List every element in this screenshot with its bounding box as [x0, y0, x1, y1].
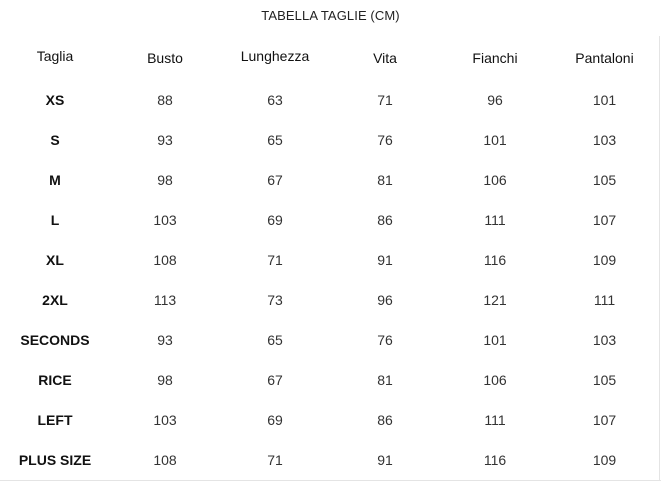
- lunghezza-cell: 69: [267, 212, 283, 228]
- table-row: [0, 320, 659, 360]
- fianchi-cell: 121: [483, 292, 507, 308]
- vita-cell: 86: [377, 212, 393, 228]
- pantaloni-cell: 109: [592, 452, 617, 468]
- fianchi-cell: 111: [484, 212, 506, 228]
- size-label: M: [49, 172, 61, 188]
- table-header-row: [0, 36, 659, 80]
- size-label: 2XL: [42, 292, 68, 308]
- pantaloni-cell: 109: [592, 252, 617, 268]
- lunghezza-cell: 71: [267, 452, 283, 468]
- column-header-busto: Busto: [147, 50, 183, 66]
- pantaloni-cell: 111: [593, 292, 616, 308]
- pantaloni-cell: 107: [592, 212, 617, 228]
- size-label: XS: [45, 92, 65, 108]
- lunghezza-cell: 71: [267, 252, 283, 268]
- busto-cell: 88: [157, 92, 173, 108]
- lunghezza-cell: 69: [267, 412, 283, 428]
- column-header-lunghezza: Lunghezza: [240, 48, 310, 64]
- size-label: SECONDS: [20, 332, 90, 348]
- lunghezza-cell: 67: [267, 172, 283, 188]
- lunghezza-cell: 73: [267, 292, 283, 308]
- vita-cell: 71: [377, 92, 393, 108]
- table-right-border: [659, 36, 660, 480]
- fianchi-cell: 101: [483, 132, 507, 148]
- size-chart-table: [0, 36, 659, 480]
- column-header-fianchi: Fianchi: [472, 50, 518, 66]
- fianchi-cell: 116: [483, 252, 507, 268]
- fianchi-cell: 116: [483, 452, 507, 468]
- table-row: [0, 200, 659, 240]
- table-row: [0, 80, 659, 120]
- fianchi-cell: 106: [483, 172, 507, 188]
- busto-cell: 108: [153, 452, 177, 468]
- busto-cell: 93: [157, 332, 173, 348]
- pantaloni-cell: 105: [592, 372, 617, 388]
- vita-cell: 81: [377, 372, 393, 388]
- size-label: L: [50, 212, 60, 228]
- table-row: [0, 440, 659, 480]
- column-header-taglia: Taglia: [36, 48, 74, 64]
- size-label: RICE: [38, 372, 72, 388]
- lunghezza-cell: 65: [267, 332, 283, 348]
- busto-cell: 93: [157, 132, 173, 148]
- pantaloni-cell: 101: [592, 92, 617, 108]
- table-row: [0, 240, 659, 280]
- size-label: LEFT: [37, 412, 73, 428]
- vita-cell: 81: [377, 172, 393, 188]
- size-label: XL: [46, 252, 64, 268]
- table-row: [0, 160, 659, 200]
- fianchi-cell: 111: [484, 412, 506, 428]
- lunghezza-cell: 67: [267, 372, 283, 388]
- vita-cell: 91: [377, 452, 393, 468]
- busto-cell: 113: [153, 292, 177, 308]
- busto-cell: 108: [153, 252, 177, 268]
- vita-cell: 96: [377, 292, 393, 308]
- column-header-vita: Vita: [373, 50, 397, 66]
- busto-cell: 103: [153, 212, 177, 228]
- table-row: [0, 120, 659, 160]
- fianchi-cell: 101: [483, 332, 507, 348]
- pantaloni-cell: 105: [592, 172, 617, 188]
- lunghezza-cell: 63: [267, 92, 283, 108]
- busto-cell: 98: [157, 372, 173, 388]
- table-row: [0, 360, 659, 400]
- fianchi-cell: 106: [483, 372, 507, 388]
- vita-cell: 86: [377, 412, 393, 428]
- vita-cell: 91: [377, 252, 393, 268]
- page-title: TABELLA TAGLIE (CM): [261, 8, 400, 23]
- size-label: PLUS SIZE: [18, 452, 92, 468]
- busto-cell: 103: [153, 412, 177, 428]
- table-row: [0, 400, 659, 440]
- column-header-pantaloni: Pantaloni: [575, 50, 634, 66]
- pantaloni-cell: 103: [592, 132, 617, 148]
- vita-cell: 76: [377, 132, 393, 148]
- pantaloni-cell: 107: [592, 412, 617, 428]
- pantaloni-cell: 103: [592, 332, 617, 348]
- size-label: S: [50, 132, 60, 148]
- busto-cell: 98: [157, 172, 173, 188]
- lunghezza-cell: 65: [267, 132, 283, 148]
- vita-cell: 76: [377, 332, 393, 348]
- table-row: [0, 280, 659, 320]
- fianchi-cell: 96: [487, 92, 503, 108]
